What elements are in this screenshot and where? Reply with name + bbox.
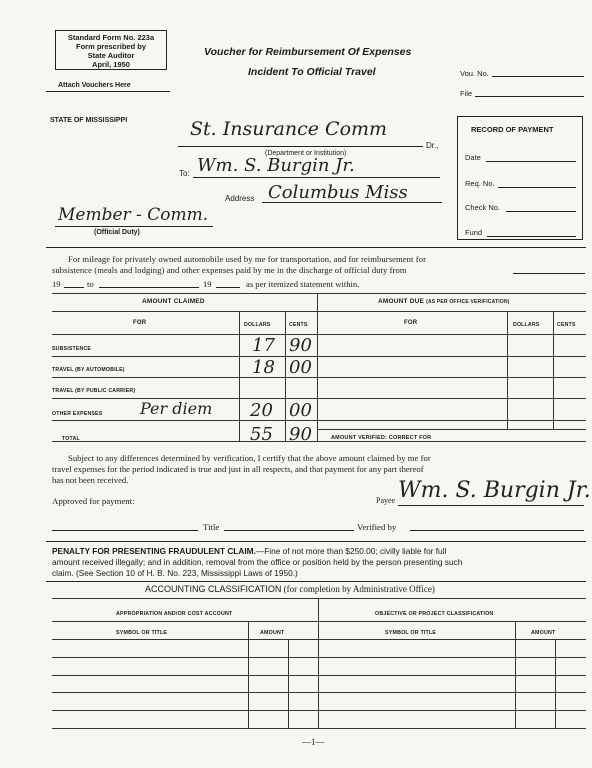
acct-head-bottom [52,639,586,640]
claimed-dollars-head: DOLLARS [244,322,271,328]
record-check: Check No. [465,203,501,212]
due-dollars-head: DOLLARS [513,322,540,328]
row-travel-public: TRAVEL (BY PUBLIC CARRIER) [52,388,136,394]
other-dollars: 20 [250,400,273,421]
record-req-line [498,187,576,188]
address-value: Columbus Miss [268,182,408,203]
form-auditor: State Auditor [87,51,135,60]
total-cents: 90 [289,424,312,445]
official-duty-value: Member - Comm. [58,205,209,225]
payee-line [398,505,584,506]
verified-by-label: Verified by [357,522,397,532]
form-number: Standard Form No. 223a [67,33,155,42]
period-line-3 [216,287,240,288]
row-line-5 [52,420,586,421]
acct-mid [318,598,319,728]
period-to: to [87,279,94,289]
penalty-text-1: —Fine of not more than $250.00; civilly liable for full [255,546,447,556]
to-line [193,177,440,178]
attach-vouchers: Attach Vouchers Here [58,82,131,89]
appropriation-head: APPROPRIATION AND/OR COST ACCOUNT [116,611,233,617]
period-line-2 [99,287,199,288]
department-value: St. Insurance Comm [190,118,388,140]
acct-row-3 [52,692,586,693]
row-line-4 [52,398,586,399]
symbol-title-left: SYMBOL OR TITLE [116,630,168,636]
record-req: Req. No. [465,179,495,188]
amount-verified: AMOUNT VERIFIED: CORRECT FOR [331,435,432,441]
address-line [262,202,442,203]
table-bottom [52,441,586,442]
subsistence-cents: 90 [289,335,312,356]
payee-label: Payee [376,496,396,505]
claimed-col1 [239,311,240,441]
file-line [475,96,584,97]
accounting-title-row [145,584,435,594]
row-total: TOTAL [62,436,80,442]
acct-sub [52,621,586,622]
claimed-for-head: FOR [133,320,147,326]
approved-label: Approved for payment: [52,496,135,506]
record-fund-line [487,236,576,237]
approver-line [52,530,198,531]
file-label: File [460,89,473,98]
row-line-2 [52,356,586,357]
row-other: OTHER EXPENSES [52,411,103,417]
amount-due-note: (AS PER OFFICE VERIFICATION) [426,299,510,305]
record-title: RECORD OF PAYMENT [471,125,554,134]
record-of-payment-box [457,116,583,240]
amount-due-header [378,298,510,305]
row-line-1 [52,334,586,335]
claimed-col2 [285,311,286,441]
state-label: STATE OF MISSISSIPPI [50,117,128,124]
address-label: Address [225,194,255,203]
accounting-subtitle: (for completion by Administrative Office) [283,584,435,594]
row-line-6 [317,429,586,430]
other-cents: 00 [289,400,312,421]
acct-col-r2 [555,639,556,728]
divider-penalty [46,541,586,542]
certification-2: travel expenses for the period indicated is true and just in all respects, and that payment for any part thereof [52,464,424,474]
record-fund: Fund [465,228,483,237]
acct-col-l2 [288,639,289,728]
form-prescribed: Form prescribed by [75,42,147,51]
claimed-cents-head: CENTS [289,322,308,328]
period-statement: as per itemized statement within. [246,279,360,289]
symbol-title-right: SYMBOL OR TITLE [385,630,437,636]
certification-3: has not been received. [52,475,129,485]
penalty-1 [52,546,446,556]
auto-dollars: 18 [252,357,275,378]
acct-row-4 [52,710,586,711]
acct-bottom [52,728,586,729]
penalty-3: claim. (See Section 10 of H. B. No. 223, Mississippi Laws of 1950.) [52,568,298,578]
record-date: Date [465,153,481,162]
certification-1: Subject to any differences determined by verification, I certify that the above amount claimed by me for [68,453,431,463]
divider-top [46,247,586,248]
department-line [178,146,423,147]
amount-left: AMOUNT [260,630,285,636]
duty-line [55,226,213,227]
penalty-2: amount received illegally; and in addition, removal from the office or position held by the person presenting such [52,557,463,567]
title-label: Title [203,522,220,532]
from-line [513,273,585,274]
amount-right: AMOUNT [531,630,556,636]
title-line [224,530,354,531]
department-caption: (Department or Institution) [265,150,347,157]
voucher-title-2: Incident To Official Travel [248,66,376,78]
amount-due-label: AMOUNT DUE [378,298,425,305]
row-travel-auto: TRAVEL (BY AUTOMOBILE) [52,367,125,373]
total-dollars: 55 [250,424,273,445]
verified-line [410,530,584,531]
vou-no-line [492,76,584,77]
table-mid-divider [317,293,318,441]
acct-top [52,598,586,599]
page-number: —1— [302,737,325,747]
amount-claimed-header: AMOUNT CLAIMED [142,298,205,305]
penalty-heading: PENALTY FOR PRESENTING FRAUDULENT CLAIM. [52,546,256,556]
record-date-line [486,161,576,162]
other-note: Per diem [140,399,213,418]
due-for-head: FOR [404,320,418,326]
vou-no-label: Vou. No. [460,69,489,78]
table-sub-top [52,311,586,312]
due-col1 [507,311,508,429]
official-duty-label: (Official Duty) [94,229,140,236]
dr-label: Dr., [426,141,439,150]
due-cents-head: CENTS [557,322,576,328]
due-col2 [553,311,554,429]
to-label: To: [179,169,190,178]
record-check-line [506,211,576,212]
period-19a: 19 [52,279,61,289]
acct-row-2 [52,675,586,676]
form-date: April, 1950 [92,60,130,69]
period-line-1 [64,287,84,288]
mileage-statement-2: subsistence (meals and lodging) and other expenses paid by me in the discharge of official duty from [52,265,407,275]
acct-row-1 [52,657,586,658]
divider-accounting [46,581,586,582]
period-19b: 19 [203,279,212,289]
mileage-statement-1: For mileage for privately owned automobile used by me for transportation, and for reimbursement for [68,254,427,264]
payee-signature: Wm. S. Burgin Jr. [398,478,591,503]
objective-head: OBJECTIVE OR PROJECT CLASSIFICATION [375,611,494,617]
payee-name: Wm. S. Burgin Jr. [197,155,355,176]
row-line-3 [52,377,586,378]
form-number-box [55,30,167,70]
voucher-title-1: Voucher for Reimbursement Of Expenses [204,46,412,58]
auto-cents: 00 [289,357,312,378]
row-subsistence: SUBSISTENCE [52,346,92,352]
accounting-title: ACCOUNTING CLASSIFICATION [145,584,282,594]
subsistence-dollars: 17 [252,335,275,356]
attach-line [46,91,170,92]
table-top [52,293,586,294]
